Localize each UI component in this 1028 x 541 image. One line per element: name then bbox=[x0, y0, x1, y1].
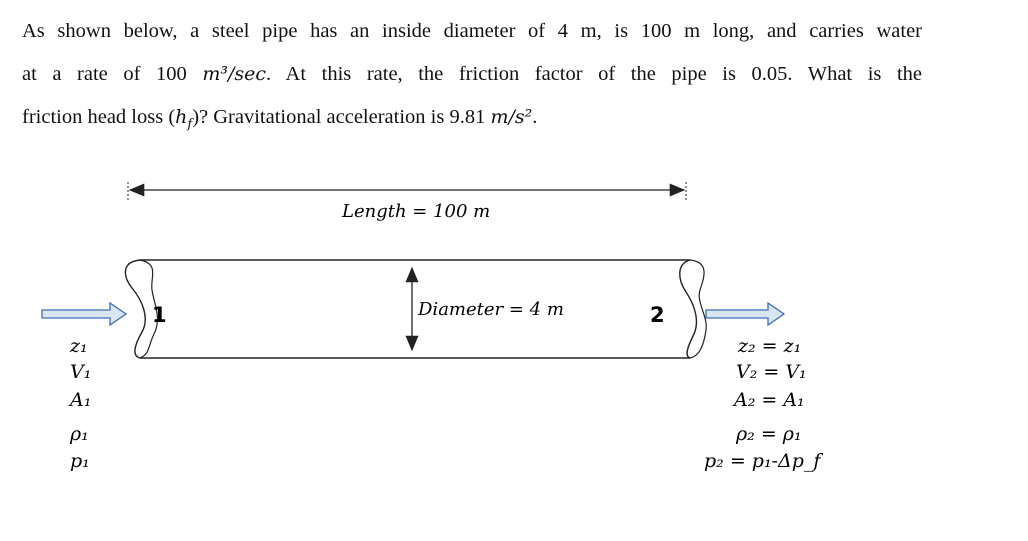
outlet-var-v: V₂ = V₁ bbox=[736, 361, 807, 383]
outlet-var-rho: ρ₂ = ρ₁ bbox=[736, 423, 802, 445]
outlet-var-a: A₂ = A₁ bbox=[734, 389, 805, 411]
flow-rate-unit: m³/sec bbox=[202, 63, 266, 85]
outflow-arrow bbox=[706, 303, 784, 325]
pipe-right-end bbox=[680, 260, 697, 358]
inlet-var-a: A₁ bbox=[70, 389, 92, 411]
problem-line-3a: friction head loss ( bbox=[22, 106, 176, 128]
problem-line-3c: . bbox=[532, 106, 538, 128]
section-1-label: 1 bbox=[152, 303, 167, 327]
inlet-var-z: z₁ bbox=[70, 335, 88, 357]
outlet-var-z: z₂ = z₁ bbox=[738, 335, 802, 357]
inlet-var-p: p₁ bbox=[70, 450, 90, 472]
problem-line-2b: . At this rate, the friction factor of the pipe is 0.05. What is the bbox=[265, 63, 922, 85]
inlet-variables bbox=[68, 335, 91, 472]
head-loss-symbol: $h_f$ bbox=[175, 106, 193, 132]
problem-line-1-text: As shown below, a steel pipe has an inside diameter of 4 m, is 100 m long, and carries water bbox=[22, 20, 922, 42]
gravity-unit: m/s² bbox=[490, 106, 533, 128]
length-label: Length = 100 m bbox=[342, 201, 491, 222]
problem-line-2a: at a rate of 100 bbox=[22, 63, 203, 85]
pipe-left-end bbox=[125, 260, 145, 358]
problem-line-3b: )? Gravitational acceleration is 9.81 bbox=[192, 106, 491, 128]
head-loss-subscript: f bbox=[187, 116, 193, 132]
pipe-right-end-outer bbox=[690, 260, 706, 358]
diameter-label: Diameter = 4 m bbox=[418, 299, 564, 320]
inflow-arrow bbox=[42, 303, 126, 325]
outlet-var-p: p₂ = p₁-Δp_f bbox=[704, 450, 821, 472]
inlet-var-rho: ρ₁ bbox=[70, 423, 89, 445]
section-2-label: 2 bbox=[650, 303, 665, 327]
inlet-var-v: V₁ bbox=[70, 361, 92, 383]
outlet-variables bbox=[704, 335, 823, 472]
